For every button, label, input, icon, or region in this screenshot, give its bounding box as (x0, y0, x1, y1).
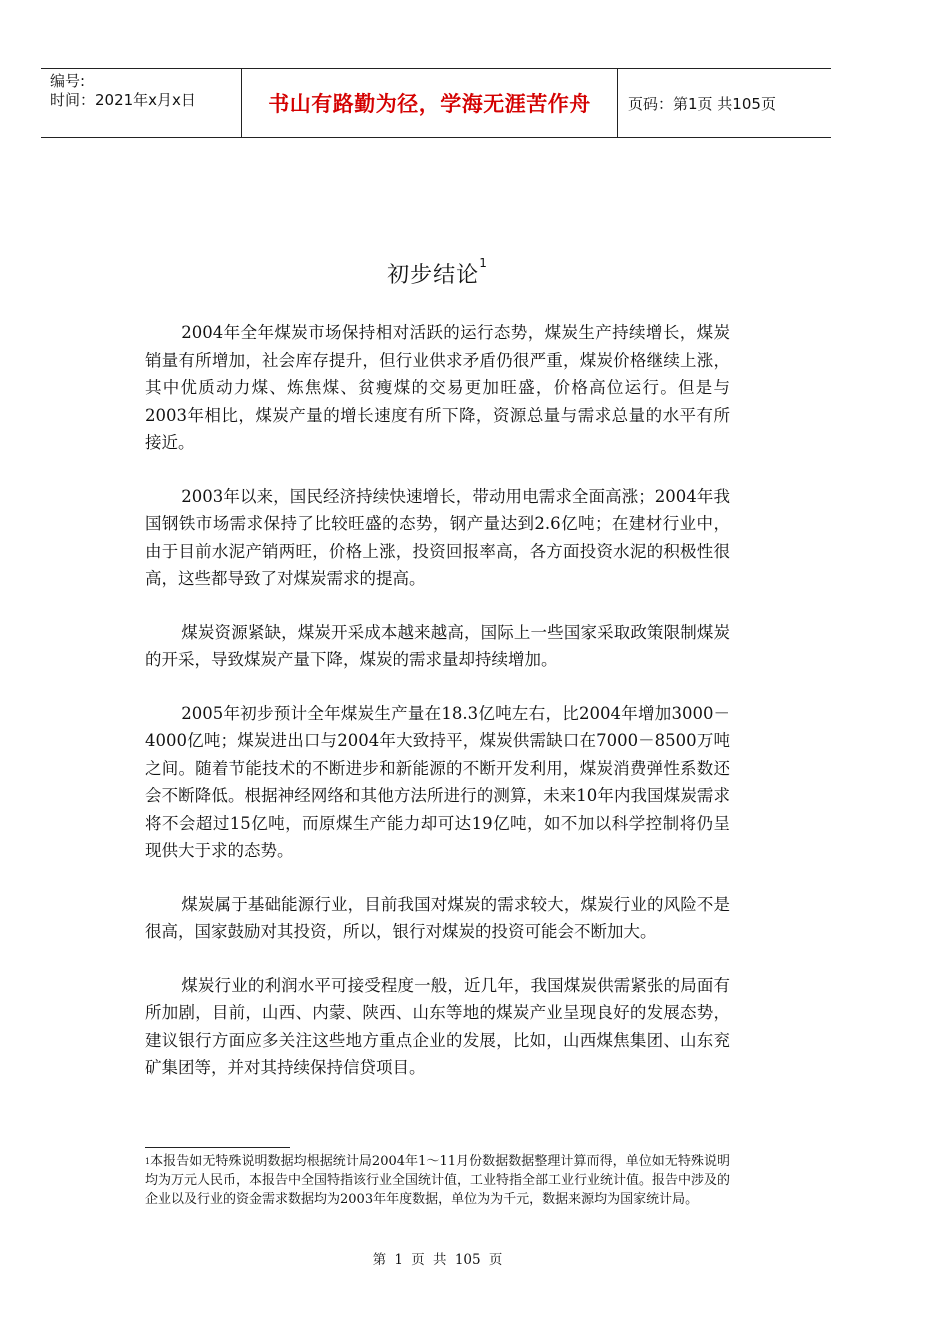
paragraph: 煤炭资源紧缺，煤炭开采成本越来越高，国际上一些国家采取政策限制煤炭的开采，导致煤炭产量下降，煤炭的需求量却持续增加。 (145, 622, 730, 669)
header-page-info: 页码：第1页 共105页 (628, 94, 776, 113)
paragraph: 2005年初步预计全年煤炭生产量在18.3亿吨左右，比2004年增加3000－4000亿吨；煤炭进出口与2004年大致持平，煤炭供需缺口在7000－8500万吨之间。随着节能技术的不断进步和新能源的不断开发利用，煤炭消费弹性系数还会不断降低。根据神经网络和其他方法所进行的测算，未来10年内我国煤炭需求将不会超过15亿吨，而原煤生产能力却可达19亿吨，如不加以科学控制将仍呈现供大于求的态势。 (145, 703, 730, 860)
header-table (41, 68, 831, 138)
header-meta-cell (41, 69, 242, 137)
document-body (145, 319, 730, 1108)
paragraph: 煤炭行业的利润水平可接受程度一般，近几年，我国煤炭供需紧张的局面有所加剧，目前，山西、内蒙、陕西、山东等地的煤炭产业呈现良好的发展态势，建议银行方面应多关注这些地方重点企业的发展，比如，山西煤焦集团、山东兖矿集团等，并对其持续保持信贷项目。 (145, 975, 730, 1077)
document-title-text: 初步结论 (387, 263, 480, 288)
header-motto: 书山有路勤为径，学海无涯苦作舟 (242, 69, 618, 137)
title-footnote-mark[interactable]: 1 (479, 256, 488, 270)
paragraph: 2003年以来，国民经济持续快速增长，带动用电需求全面高涨；2004年我国钢铁市场需求保持了比较旺盛的态势，钢产量达到2.6亿吨；在建材行业中，由于目前水泥产销两旺，价格上涨，投资回报率高，各方面投资水泥的积极性很高，这些都导致了对煤炭需求的提高。 (145, 486, 730, 588)
footnote-mark: 1 (145, 1157, 151, 1166)
document-time-label: 时间：2021年x月x日 (50, 91, 196, 109)
paragraph: 煤炭属于基础能源行业，目前我国对煤炭的需求较大，煤炭行业的风险不是很高，国家鼓励对其投资，所以，银行对煤炭的投资可能会不断加大。 (145, 894, 730, 941)
footnote-text: 本报告如无特殊说明数据均根据统计局2004年1～11月份数据数据整理计算而得，单位如无特殊说明均为万元人民币，本报告中全国特指该行业全国统计值，工业特指全部工业行业统计值。报告中涉及的企业以及行业的资金需求数据均为2003年年度数据，单位为为千元，数据来源均为国家统计局。 (145, 1154, 731, 1207)
footnote-separator (145, 1147, 290, 1148)
footnote (145, 1152, 730, 1209)
document-number-label: 编号: (50, 72, 86, 90)
document-title (0, 258, 875, 289)
paragraph: 2004年全年煤炭市场保持相对活跃的运行态势，煤炭生产持续增长，煤炭销量有所增加，社会库存提升，但行业供求矛盾仍很严重，煤炭价格继续上涨，其中优质动力煤、炼焦煤、贫瘦煤的交易更加旺盛，价格高位运行。但是与2003年相比，煤炭产量的增长速度有所下降，资源总量与需求总量的水平有所接近。 (145, 323, 730, 452)
page-footer: 第 1 页 共 105 页 (372, 1252, 503, 1268)
